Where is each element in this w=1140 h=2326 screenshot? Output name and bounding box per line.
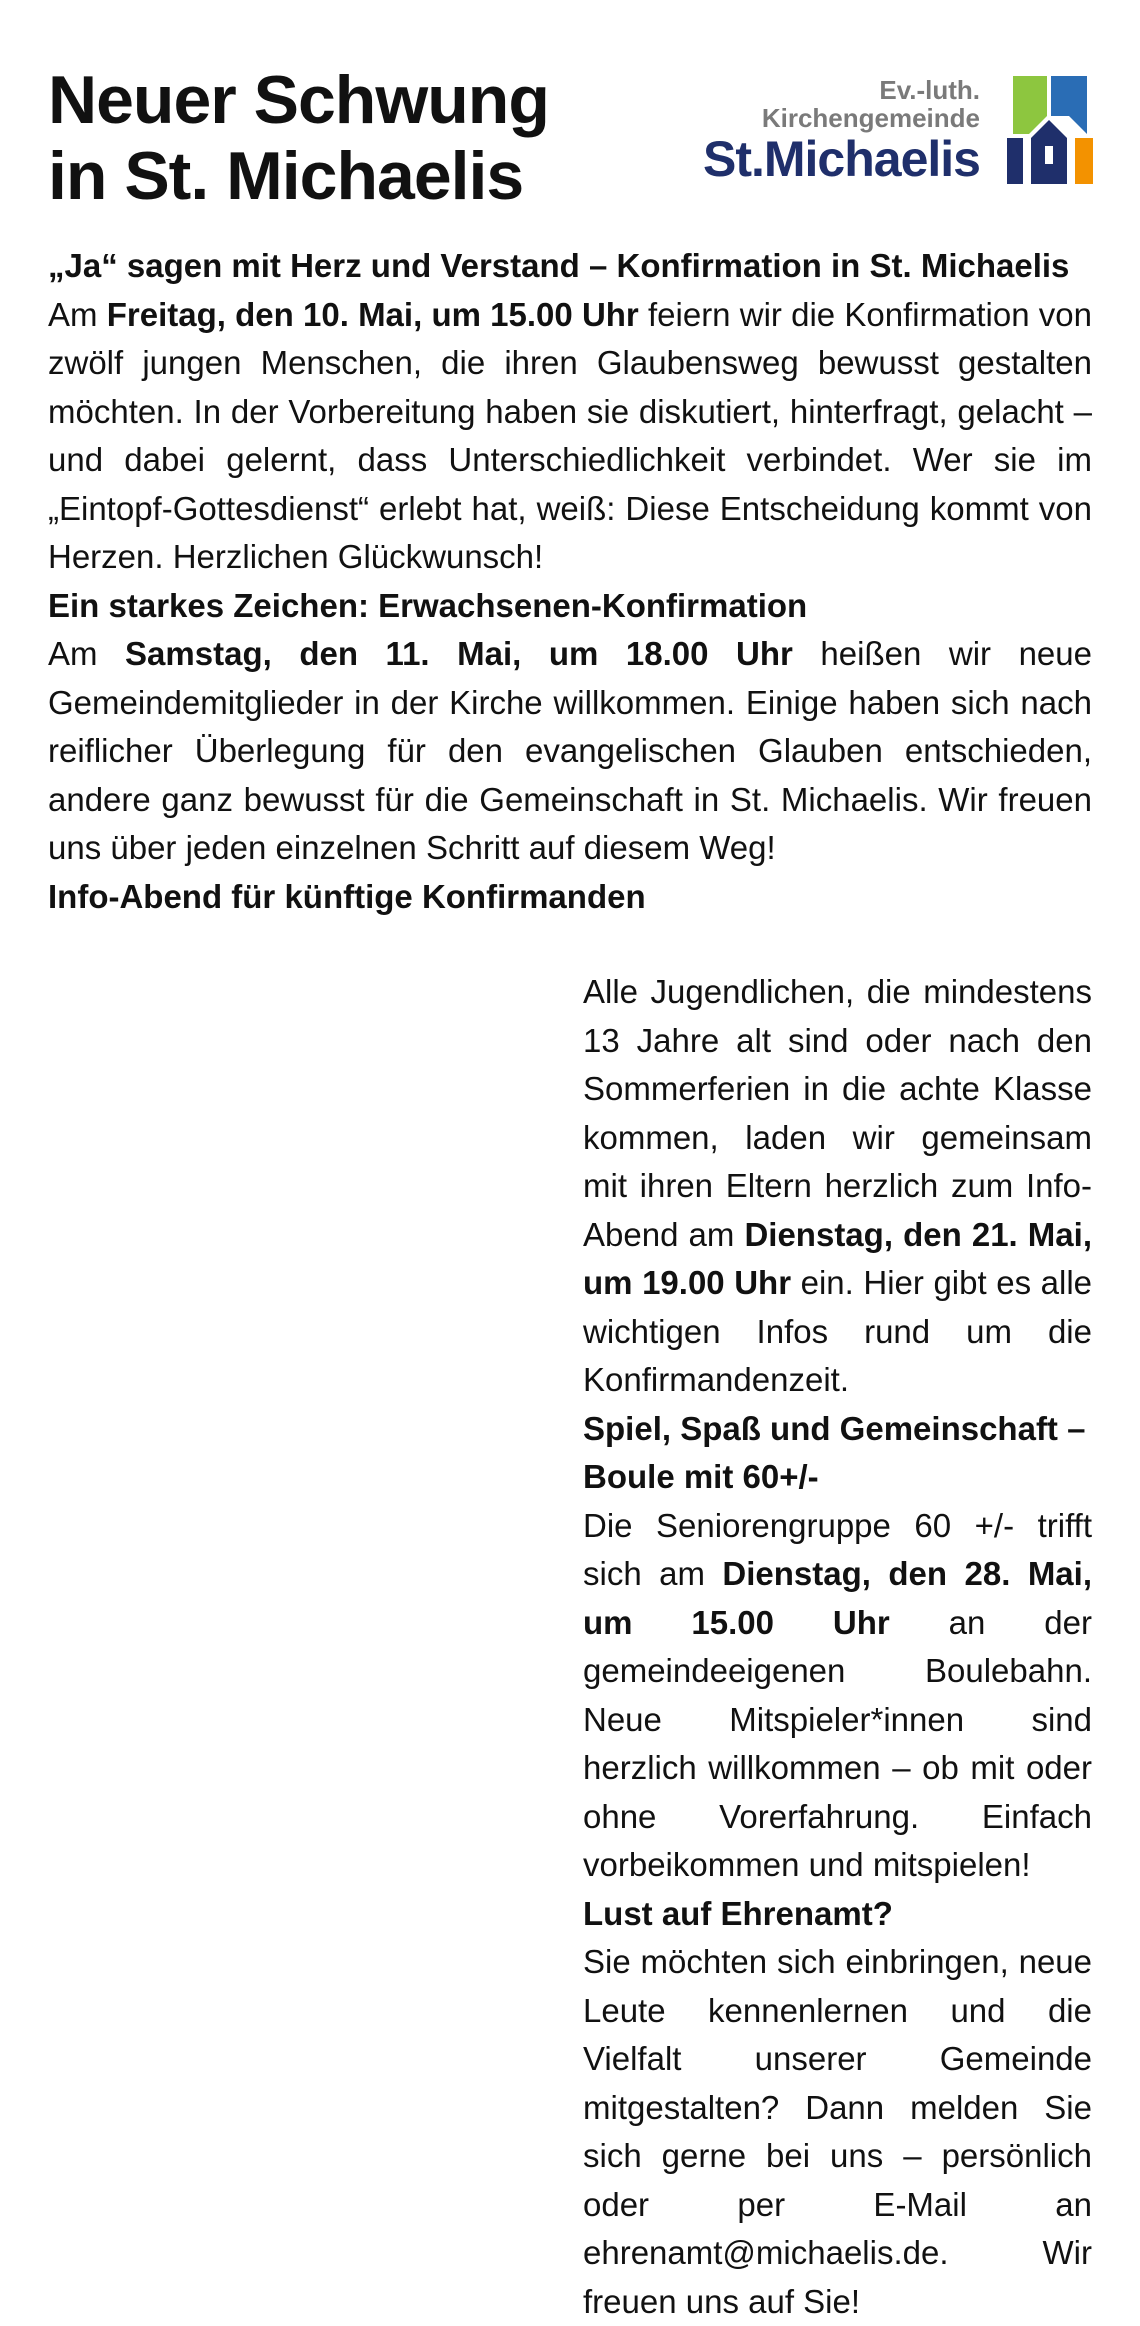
logo-text xyxy=(703,76,980,186)
text-fragment: Am xyxy=(48,295,107,333)
section-heading-boule: Spiel, Spaß und Gemeinschaft – Boule mit 60+/- xyxy=(583,1409,1086,1495)
text-fragment: Am xyxy=(48,635,126,672)
logo-line-3: St.Michaelis xyxy=(703,131,980,187)
page-title xyxy=(48,62,549,214)
title-line-1: Neuer Schwung xyxy=(48,62,549,138)
main-text-block xyxy=(48,242,1092,921)
text-fragment: feiern wir die Konfirmation von zwölf jungen Menschen, die ihren Glaubensweg bewusst gestalten möchten. In der Vorbereitung haben sie diskutiert, hinterfragt, gelacht – und dabei gelernt, dass Unterschiedlichkeit verbindet. Wer sie im „Eintopf-Gottesdienst“ erlebt hat, weiß: Diese Entscheidung kommt von Herzen. Herzlichen Glückwunsch! xyxy=(48,295,1093,575)
section-text-info-evening xyxy=(583,968,1092,1405)
logo-line-1: Ev.-luth. xyxy=(879,75,980,105)
logo-orange-bar xyxy=(1075,138,1093,184)
logo-green-shape xyxy=(1013,76,1047,134)
event-date: Freitag, den 10. Mai, um 15.00 Uhr xyxy=(106,295,639,333)
right-column xyxy=(583,968,1092,2326)
event-date: Samstag, den 11. Mai, um 18.00 Uhr xyxy=(125,635,793,672)
section-text-boule xyxy=(583,1502,1092,1890)
church-logo xyxy=(650,76,1100,188)
section-text-adult-confirmation xyxy=(48,630,1092,873)
logo-left-bar xyxy=(1007,138,1023,184)
text-fragment: an der gemeindeeigenen Boulebahn. Neue Mitspieler*innen sind herzlich willkommen – ob mit oder ohne Vorerfahrung. Einfach vorbeikommen und mitspielen! xyxy=(583,1603,1092,1883)
text-fragment: heißen wir neue Gemeindemitglieder in der Kirche willkommen. Einige haben sich nach reiflicher Überlegung für den evangelischen Glauben entschieden, andere ganz bewusst für die Gemeinschaft in St. Michaelis. Wir freuen uns über jeden einzelnen Schritt auf diesem Weg! xyxy=(48,635,1092,866)
logo-line-2: Kirchengemeinde xyxy=(761,103,980,133)
section-heading-volunteering: Lust auf Ehrenamt? xyxy=(583,1894,893,1932)
logo-window xyxy=(1045,146,1053,164)
section-text-confirmation xyxy=(48,291,1092,582)
logo-blue-shape xyxy=(1051,76,1087,134)
section-text-volunteering: Sie möchten sich einbringen, neue Leute kennenlernen und die Vielfalt unserer Gemeinde mitgestalten? Dann melden Sie sich gerne bei uns – persönlich oder per E-Mail an ehrenamt@michaelis.de. Wir freuen uns auf Sie! xyxy=(583,1943,1092,2320)
church-tower-icon xyxy=(995,76,1100,184)
section-heading-confirmation: „Ja“ sagen mit Herz und Verstand – Konfirmation in St. Michaelis xyxy=(48,247,1070,284)
event-date: Dienstag, den 28. Mai, um 15.00 Uhr xyxy=(583,1555,1092,1641)
text-fragment: Die Seniorengruppe 60 +/- trifft sich am xyxy=(583,1506,1092,1592)
text-fragment: Alle Jugendlichen, die mindestens 13 Jahre alt sind oder nach den Sommerferien in die achte Klasse kommen, laden wir gemeinsam mit ihren Eltern herzlich zum Info-Abend am xyxy=(583,973,1092,1253)
title-line-2: in St. Michaelis xyxy=(48,138,524,214)
section-heading-adult-confirmation: Ein starkes Zeichen: Erwachsenen-Konfirmation xyxy=(48,586,808,624)
section-heading-info-evening: Info-Abend für künftige Konfirmanden xyxy=(48,877,646,915)
text-fragment: ein. Hier gibt es alle wichtigen Infos rund um die Konfirmandenzeit. xyxy=(583,1264,1093,1398)
event-date: Dienstag, den 21. Mai, um 19.00 Uhr xyxy=(583,1215,1092,1301)
